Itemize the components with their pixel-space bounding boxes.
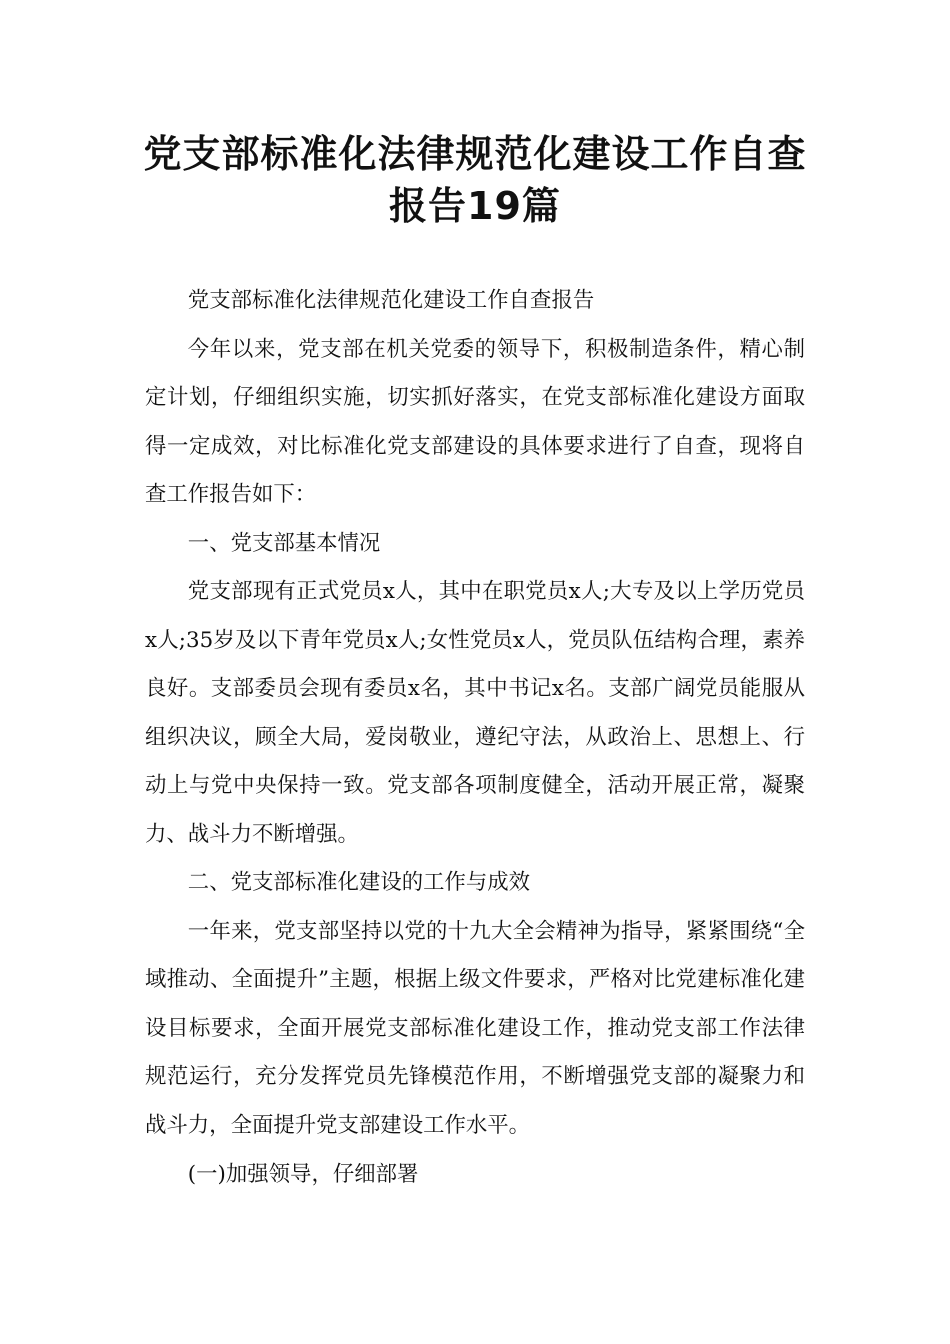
section-heading-1: 一、党支部基本情况 <box>187 530 381 556</box>
report-subtitle: 党支部标准化法律规范化建设工作自查报告 <box>187 288 595 313</box>
section-heading-2: 二、党支部标准化建设的工作与成效 <box>187 870 531 895</box>
document-title-line-2: 报告19篇 <box>389 184 561 228</box>
section-2-paragraph: 一年来，党支部坚持以党的十九大全会精神为指导，紧紧围绕“全域推动、全面提升”主题，根据上级文件要求，严格对比党建标准化建设目标要求，全面开展党支部标准化建设工作，推动党支部工作法律规范运行，充分发挥党员先锋模范作用，不断增强党支部的凝聚力和战斗力，全面提升党支部建设工作水平。 <box>145 918 805 1138</box>
document-title-line-1: 党支部标准化法律规范化建设工作自查 <box>143 132 807 176</box>
document-body <box>145 277 805 1200</box>
section-1-paragraph: 党支部现有正式党员x人，其中在职党员x人;大专及以上学历党员x人;35岁及以下青年党员x人;女性党员x人，党员队伍结构合理，素养良好。支部委员会现有委员x名，其中书记x名。支部广阔党员能服从组织决议，顾全大局，爱岗敬业，遵纪守法，从政治上、思想上、行动上与党中央保持一致。党支部各项制度健全，活动开展正常，凝聚力、战斗力不断增强。 <box>145 579 805 847</box>
subsection-heading-1: (一)加强领导，仔细部署 <box>187 1162 419 1187</box>
intro-paragraph: 今年以来，党支部在机关党委的领导下，积极制造条件，精心制定计划，仔细组织实施，切实抓好落实，在党支部标准化建设方面取得一定成效，对比标准化党支部建设的具体要求进行了自查，现将自查工作报告如下： <box>145 336 805 507</box>
